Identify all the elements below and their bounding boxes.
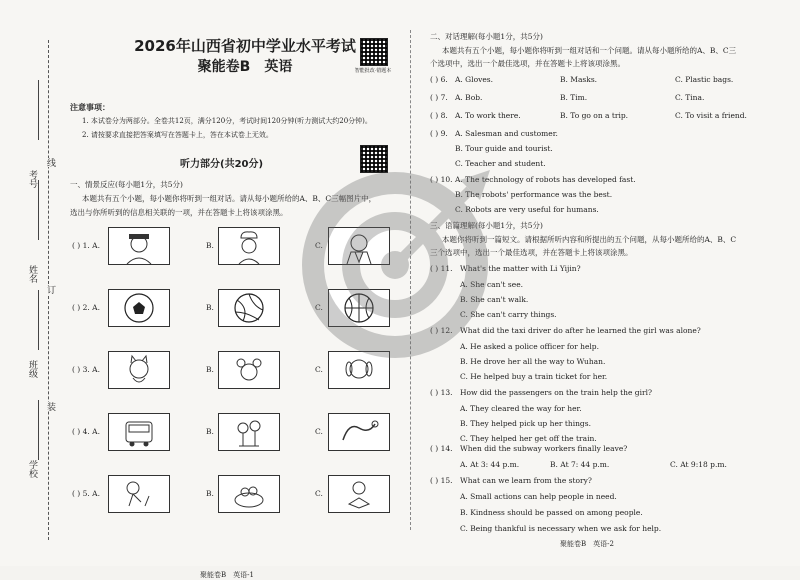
option-a-picture <box>108 475 170 513</box>
mouse-icon <box>219 352 279 388</box>
notice-item: 2. 请按要求直接把答案填写在答题卡上，答在本试卷上无效。 <box>82 131 273 139</box>
question-15-option-a: A. Small actions can help people in need. <box>460 492 617 501</box>
question-10-option-b: B. The robots' performance was the best. <box>455 190 613 199</box>
option-a-picture <box>108 351 170 389</box>
section1-intro-2: 选出与你所听到的信息相关联的一项，并在答题卡上将该项涂黑。 <box>70 208 288 217</box>
flowers-icon <box>219 414 279 450</box>
question-15-option-b: B. Kindness should be passed on among people. <box>460 508 643 517</box>
section2-intro: 本题共有五个小题，每小题你将听到一组对话和一个问题。请从每小题所给的A、B、C三 <box>442 46 737 55</box>
option-c-picture <box>328 413 390 451</box>
question-14-text: When did the subway workers finally leave? <box>460 444 628 453</box>
question-15-option-c: C. Being thankful is necessary when we ask for help. <box>460 524 662 533</box>
qr-code-2 <box>360 145 388 173</box>
option-c-picture <box>328 351 390 389</box>
question-12-option-a: A. He asked a police officer for help. <box>460 342 599 351</box>
section2-title: 二、对话理解(每小题1分，共5分) <box>430 32 543 41</box>
girl-reading-icon <box>329 476 389 512</box>
section3-intro-2: 三个选项中，选出一个最佳选项，并在答题卡上将该项涂黑。 <box>430 248 633 257</box>
question-10-num: ( ) 10. <box>430 175 453 184</box>
dog-icon <box>329 352 389 388</box>
blank-line <box>38 80 39 140</box>
exam-title: 2026年山西省初中学业水平考试 <box>134 37 356 55</box>
question-14-option-a: A. At 3: 44 p.m. <box>460 460 520 469</box>
option-c-picture <box>328 289 390 327</box>
exam-subtitle: 聚能卷B 英语 <box>197 59 293 75</box>
question-6-num: ( ) 6. <box>430 75 448 84</box>
footer-left: 聚能卷B 英语-1 <box>200 571 254 579</box>
question-9-option-a: A. Salesman and customer. <box>455 129 558 138</box>
picture-question-row <box>70 351 400 391</box>
cut-mark-zhuang: 装 <box>45 402 55 411</box>
qr-caption: 智能批改·错题本 <box>354 68 392 74</box>
option-b-picture <box>218 475 280 513</box>
question-9-option-c: C. Teacher and student. <box>455 159 546 168</box>
question-number: ( ) 2. A. <box>72 303 100 312</box>
question-13-text: How did the passengers on the train help the girl? <box>460 388 653 397</box>
question-number: ( ) 4. A. <box>72 427 100 436</box>
question-13-num: ( ) 13. <box>430 388 453 397</box>
option-a-picture <box>108 227 170 265</box>
question-15-text: What can we learn from the story? <box>460 476 592 485</box>
question-6-option-a: A. Gloves. <box>455 75 493 84</box>
bus-icon <box>109 414 169 450</box>
blank-line <box>38 290 39 350</box>
option-a-picture <box>108 413 170 451</box>
picture-question-row <box>70 227 400 267</box>
question-12-option-c: C. He helped buy a train ticket for her. <box>460 372 608 381</box>
notice-title: 注意事项： <box>70 102 110 112</box>
question-10-option-c: C. Robots are very useful for humans. <box>455 205 599 214</box>
doctor-icon <box>329 228 389 264</box>
option-c-label: C. <box>315 489 323 498</box>
binding-margin <box>0 0 62 566</box>
question-15-num: ( ) 15. <box>430 476 453 485</box>
question-14-option-b: B. At 7: 44 p.m. <box>550 460 610 469</box>
option-c-picture <box>328 227 390 265</box>
question-6-option-b: B. Masks. <box>560 75 598 84</box>
question-13-option-c: C. They helped her get off the train. <box>460 434 597 443</box>
question-13-option-a: A. They cleared the way for her. <box>460 404 582 413</box>
notice-item: 1. 本试卷分为两部分。全卷共12页，满分120分，考试时间120分钟(听力测试大约20分钟)。 <box>82 117 372 125</box>
footer-right: 聚能卷B 英语-2 <box>560 540 614 548</box>
binding-label-name: 姓名 <box>27 265 37 283</box>
option-b-picture <box>218 289 280 327</box>
blank-line <box>38 180 39 240</box>
qr-code <box>360 38 388 66</box>
question-11-option-a: A. She can't see. <box>460 280 524 289</box>
binding-label-class: 班级 <box>27 360 37 378</box>
question-6-option-c: C. Plastic bags. <box>675 75 734 84</box>
boy-planting-icon <box>109 476 169 512</box>
question-11-option-c: C. She can't carry things. <box>460 310 557 319</box>
question-11-num: ( ) 11. <box>430 264 453 273</box>
picture-question-row <box>70 413 400 453</box>
question-9-num: ( ) 9. <box>430 129 448 138</box>
picture-question-row <box>70 289 400 329</box>
option-b-picture <box>218 413 280 451</box>
listening-title: 听力部分(共20分) <box>180 159 264 170</box>
question-number: ( ) 3. A. <box>72 365 100 374</box>
option-c-label: C. <box>315 303 323 312</box>
section1-intro: 本题共有五个小题，每小题你将听到一组对话。请从每小题所给的A、B、C三幅图片中， <box>82 194 377 203</box>
soccer-ball-icon <box>109 290 169 326</box>
section3-intro: 本题你将听到一篇短文。请根据所听内容和所提出的五个问题，从每小题所给的A、B、C <box>442 235 737 244</box>
binding-label-school: 学校 <box>27 460 37 478</box>
option-c-label: C. <box>315 365 323 374</box>
question-7-option-b: B. Tim. <box>560 93 588 102</box>
basketball-icon <box>329 290 389 326</box>
question-13-option-b: B. They helped pick up her things. <box>460 419 591 428</box>
option-b-label: B. <box>206 303 214 312</box>
question-8-option-c: C. To visit a friend. <box>675 111 747 120</box>
volleyball-icon <box>219 290 279 326</box>
question-7-num: ( ) 7. <box>430 93 448 102</box>
question-11-text: What's the matter with Li Yijin? <box>460 264 581 273</box>
option-b-label: B. <box>206 365 214 374</box>
question-number: ( ) 5. A. <box>72 489 100 498</box>
question-9-option-b: B. Tour guide and tourist. <box>455 144 553 153</box>
option-b-picture <box>218 351 280 389</box>
question-8-option-a: A. To work there. <box>455 111 521 120</box>
cut-mark-xian: 线 <box>45 158 55 167</box>
policeman-icon <box>109 228 169 264</box>
option-b-label: B. <box>206 241 214 250</box>
option-b-label: B. <box>206 427 214 436</box>
section3-title: 三、语篇理解(每小题1分，共5分) <box>430 221 543 230</box>
question-number: ( ) 1. A. <box>72 241 100 250</box>
option-b-label: B. <box>206 489 214 498</box>
question-12-option-b: B. He drove her all the way to Wuhan. <box>460 357 606 366</box>
blank-line <box>38 400 39 460</box>
question-12-text: What did the taxi driver do after he learned the girl was alone? <box>460 326 701 335</box>
option-c-picture <box>328 475 390 513</box>
question-14-num: ( ) 14. <box>430 444 453 453</box>
section1-title: 一、情景反应(每小题1分，共5分) <box>70 180 183 189</box>
binding-label-exam-number: 考号 <box>27 170 37 188</box>
question-11-option-b: B. She can't walk. <box>460 295 529 304</box>
dragon-icon <box>329 414 389 450</box>
question-8-option-b: B. To go on a trip. <box>560 111 629 120</box>
question-10-option-a: A. The technology of robots has developed fast. <box>455 175 636 184</box>
chef-icon <box>219 228 279 264</box>
page-divider <box>410 30 411 530</box>
question-14-option-c: C. At 9:18 p.m. <box>670 460 727 469</box>
option-c-label: C. <box>315 427 323 436</box>
question-8-num: ( ) 8. <box>430 111 448 120</box>
section2-intro-2: 个选项中，选出一个最佳选项，并在答题卡上将该项涂黑。 <box>430 59 625 68</box>
option-a-picture <box>108 289 170 327</box>
question-7-option-c: C. Tina. <box>675 93 705 102</box>
picture-question-row <box>70 475 400 515</box>
question-7-option-a: A. Bob. <box>455 93 483 102</box>
option-c-label: C. <box>315 241 323 250</box>
option-b-picture <box>218 227 280 265</box>
cat-icon <box>109 352 169 388</box>
cut-mark-ding: 订 <box>45 285 55 294</box>
question-12-num: ( ) 12. <box>430 326 453 335</box>
vegetables-icon <box>219 476 279 512</box>
